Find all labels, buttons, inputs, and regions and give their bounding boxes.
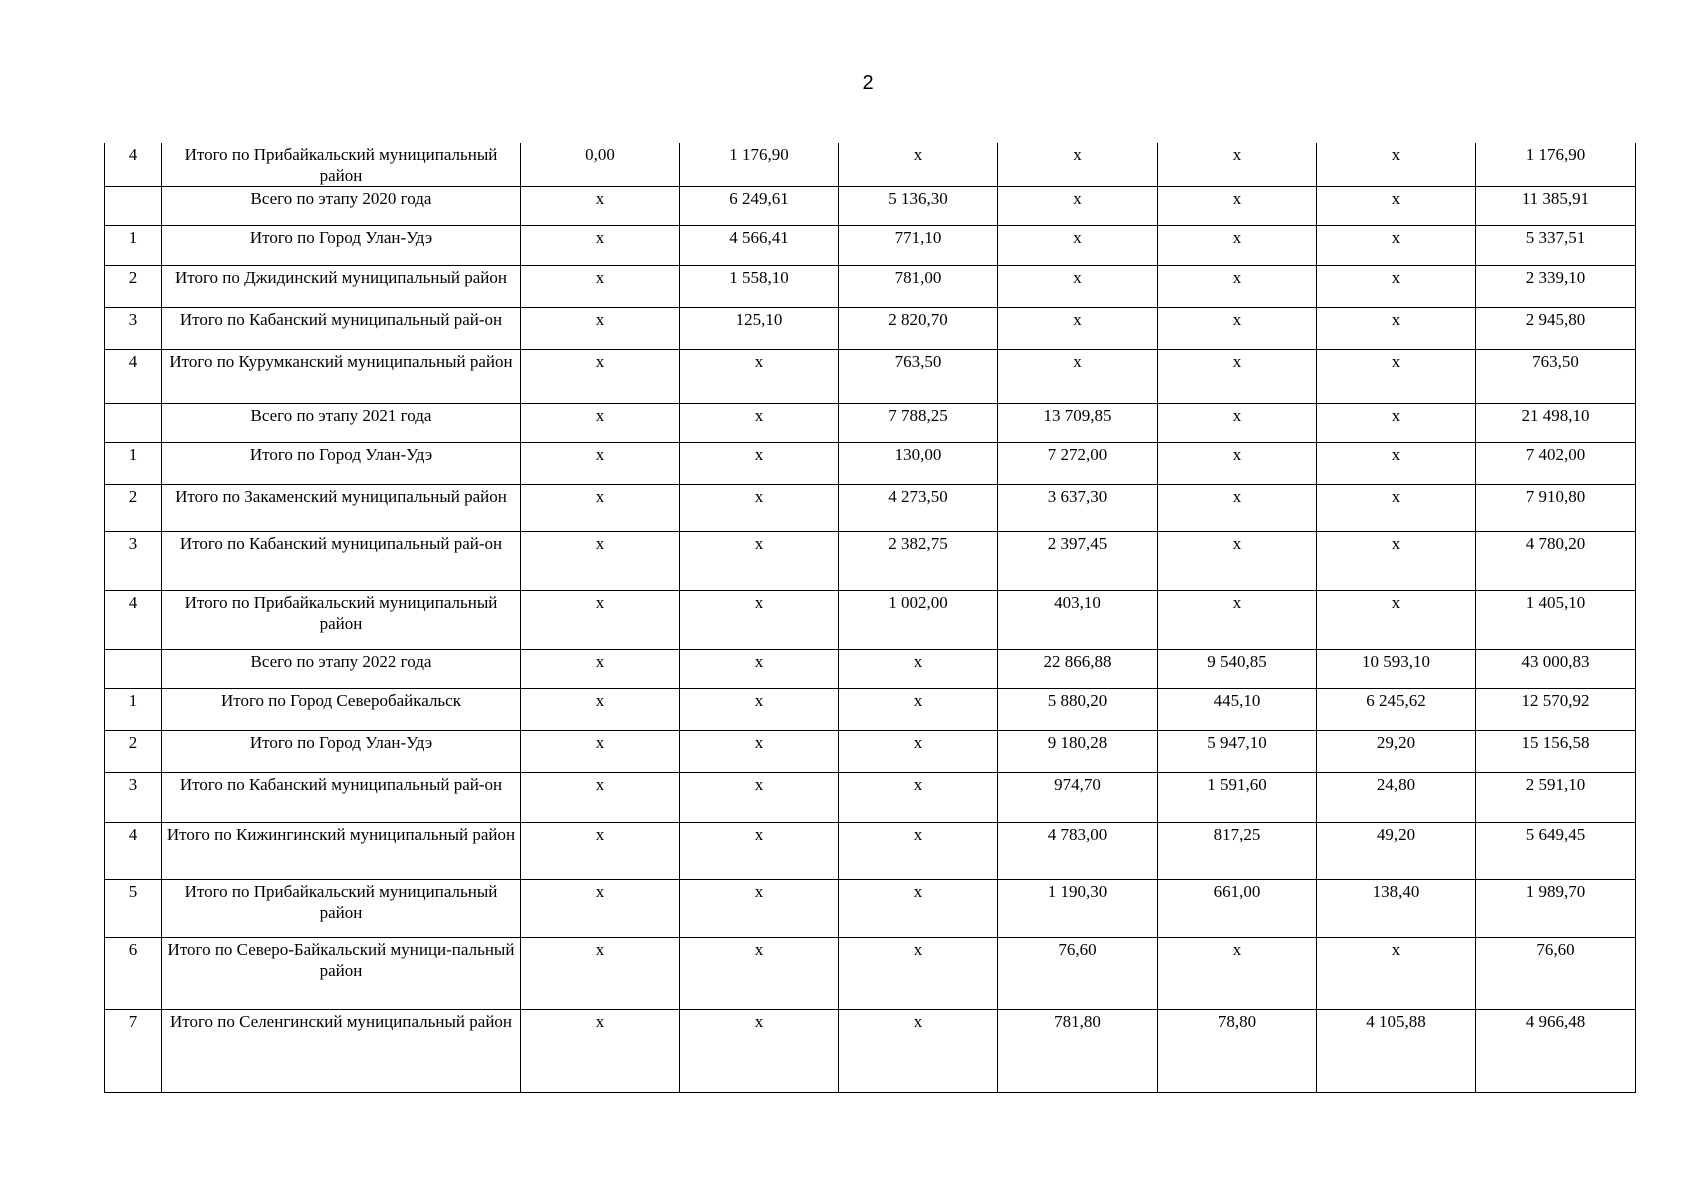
value-cell: 2 382,75 [839,532,998,591]
value-cell: х [680,404,839,443]
value-cell: 138,40 [1317,880,1476,938]
value-cell: х [680,880,839,938]
row-number-cell: 4 [105,143,162,187]
row-number-cell [105,404,162,443]
value-cell: 5 947,10 [1158,731,1317,773]
row-name-cell: Итого по Город Северобайкальск [162,689,521,731]
value-cell: х [521,485,680,532]
value-cell: 76,60 [998,938,1158,1010]
row-name-cell: Итого по Город Улан-Удэ [162,443,521,485]
value-cell: х [680,591,839,650]
table-row [105,226,1636,266]
value-cell: х [521,938,680,1010]
table-row [105,443,1636,485]
value-cell: 22 866,88 [998,650,1158,689]
value-cell: х [1158,443,1317,485]
table-row [105,532,1636,591]
table-body [105,143,1636,1093]
value-cell: х [998,187,1158,226]
value-cell: х [839,1010,998,1093]
value-cell: 1 405,10 [1476,591,1636,650]
value-cell: 403,10 [998,591,1158,650]
value-cell: 43 000,83 [1476,650,1636,689]
row-name-cell: Всего по этапу 2020 года [162,187,521,226]
table-row [105,689,1636,731]
value-cell: 11 385,91 [1476,187,1636,226]
value-cell: х [521,532,680,591]
value-cell: 763,50 [1476,350,1636,404]
table-row [105,880,1636,938]
row-number-cell: 4 [105,823,162,880]
row-number-cell [105,187,162,226]
value-cell: х [1158,308,1317,350]
table-row [105,938,1636,1010]
value-cell: х [1317,308,1476,350]
value-cell: 2 339,10 [1476,266,1636,308]
value-cell: х [1317,485,1476,532]
value-cell: х [680,532,839,591]
value-cell: 7 910,80 [1476,485,1636,532]
value-cell: х [680,443,839,485]
row-name-cell: Итого по Кабанский муниципальный рай-он [162,773,521,823]
row-name-cell: Итого по Прибайкальский муниципальный район [162,591,521,650]
row-name-cell: Итого по Кижингинский муниципальный район [162,823,521,880]
table-row [105,773,1636,823]
table-row [105,650,1636,689]
row-name-cell: Итого по Город Улан-Удэ [162,226,521,266]
value-cell: 4 273,50 [839,485,998,532]
value-cell: 1 190,30 [998,880,1158,938]
value-cell: 2 397,45 [998,532,1158,591]
value-cell: 6 245,62 [1317,689,1476,731]
value-cell: 5 880,20 [998,689,1158,731]
value-cell: х [1317,532,1476,591]
value-cell: х [521,266,680,308]
value-cell: 125,10 [680,308,839,350]
value-cell: 763,50 [839,350,998,404]
row-name-cell: Итого по Северо-Байкальский муници-пальный район [162,938,521,1010]
value-cell: х [521,443,680,485]
value-cell: х [998,226,1158,266]
value-cell: х [680,485,839,532]
row-number-cell: 3 [105,773,162,823]
row-number-cell: 4 [105,591,162,650]
value-cell: 4 780,20 [1476,532,1636,591]
value-cell: 445,10 [1158,689,1317,731]
row-name-cell: Итого по Прибайкальский муниципальный район [162,880,521,938]
value-cell: х [1158,485,1317,532]
row-number-cell: 6 [105,938,162,1010]
value-cell: 4 105,88 [1317,1010,1476,1093]
value-cell: 15 156,58 [1476,731,1636,773]
value-cell: 24,80 [1317,773,1476,823]
value-cell: х [998,266,1158,308]
value-cell: х [680,773,839,823]
value-cell: 10 593,10 [1317,650,1476,689]
value-cell: 21 498,10 [1476,404,1636,443]
value-cell: 4 966,48 [1476,1010,1636,1093]
row-name-cell: Итого по Город Улан-Удэ [162,731,521,773]
value-cell: х [1158,266,1317,308]
value-cell: 9 540,85 [1158,650,1317,689]
row-number-cell: 7 [105,1010,162,1093]
row-number-cell: 4 [105,350,162,404]
page-number: 2 [862,72,874,94]
value-cell: х [839,938,998,1010]
value-cell: х [521,731,680,773]
value-cell: х [839,650,998,689]
value-cell: 817,25 [1158,823,1317,880]
row-number-cell: 3 [105,308,162,350]
value-cell: х [1158,404,1317,443]
value-cell: 9 180,28 [998,731,1158,773]
table-row [105,404,1636,443]
value-cell: 6 249,61 [680,187,839,226]
value-cell: х [1317,443,1476,485]
row-name-cell: Итого по Селенгинский муниципальный район [162,1010,521,1093]
value-cell: х [521,689,680,731]
value-cell: х [1158,532,1317,591]
table-row [105,350,1636,404]
value-cell: х [680,823,839,880]
table-row [105,823,1636,880]
value-cell: 4 783,00 [998,823,1158,880]
table-row [105,485,1636,532]
value-cell: 781,80 [998,1010,1158,1093]
value-cell: 1 558,10 [680,266,839,308]
value-cell: 5 136,30 [839,187,998,226]
value-cell: х [1317,226,1476,266]
value-cell: х [839,689,998,731]
value-cell: х [680,1010,839,1093]
row-name-cell: Итого по Кабанский муниципальный рай-он [162,532,521,591]
value-cell: х [1158,591,1317,650]
value-cell: 661,00 [1158,880,1317,938]
value-cell: 7 272,00 [998,443,1158,485]
value-cell: 1 176,90 [680,143,839,187]
value-cell: 7 788,25 [839,404,998,443]
value-cell: х [521,350,680,404]
value-cell: 3 637,30 [998,485,1158,532]
row-number-cell: 1 [105,689,162,731]
value-cell: х [1317,266,1476,308]
value-cell: х [680,731,839,773]
row-number-cell: 2 [105,731,162,773]
value-cell: х [998,350,1158,404]
row-name-cell: Итого по Джидинский муниципальный район [162,266,521,308]
value-cell: 771,10 [839,226,998,266]
value-cell: 1 002,00 [839,591,998,650]
value-cell: х [839,880,998,938]
value-cell: х [1317,187,1476,226]
row-name-cell: Всего по этапу 2021 года [162,404,521,443]
value-cell: 13 709,85 [998,404,1158,443]
value-cell: 7 402,00 [1476,443,1636,485]
value-cell: х [1317,350,1476,404]
row-number-cell: 1 [105,443,162,485]
row-number-cell: 2 [105,266,162,308]
value-cell: 5 649,45 [1476,823,1636,880]
value-cell: 4 566,41 [680,226,839,266]
value-cell: х [521,880,680,938]
row-number-cell: 3 [105,532,162,591]
row-number-cell: 5 [105,880,162,938]
value-cell: х [521,823,680,880]
table-row [105,1010,1636,1093]
value-cell: 49,20 [1317,823,1476,880]
value-cell: х [839,143,998,187]
value-cell: х [998,143,1158,187]
table-row [105,591,1636,650]
value-cell: х [521,226,680,266]
row-number-cell: 1 [105,226,162,266]
value-cell: х [839,731,998,773]
value-cell: х [680,650,839,689]
value-cell: х [1158,187,1317,226]
value-cell: х [521,404,680,443]
value-cell: х [839,823,998,880]
value-cell: х [1317,938,1476,1010]
value-cell: 12 570,92 [1476,689,1636,731]
value-cell: 1 176,90 [1476,143,1636,187]
value-cell: 2 820,70 [839,308,998,350]
value-cell: 130,00 [839,443,998,485]
row-name-cell: Итого по Кабанский муниципальный рай-он [162,308,521,350]
row-name-cell: Итого по Прибайкальский муниципальный район [162,143,521,187]
value-cell: х [998,308,1158,350]
value-cell: 781,00 [839,266,998,308]
value-cell: х [1317,143,1476,187]
value-cell: 1 591,60 [1158,773,1317,823]
row-name-cell: Итого по Закаменский муниципальный район [162,485,521,532]
value-cell: 2 945,80 [1476,308,1636,350]
row-number-cell: 2 [105,485,162,532]
table-row [105,143,1636,187]
value-cell: х [1158,143,1317,187]
value-cell: х [521,591,680,650]
value-cell: х [521,308,680,350]
value-cell: х [521,773,680,823]
table-row [105,308,1636,350]
budget-table [104,143,1636,1093]
row-name-cell: Всего по этапу 2022 года [162,650,521,689]
value-cell: 1 989,70 [1476,880,1636,938]
value-cell: х [521,1010,680,1093]
value-cell: х [1158,226,1317,266]
value-cell: х [521,187,680,226]
table-row [105,731,1636,773]
value-cell: х [521,650,680,689]
value-cell: 78,80 [1158,1010,1317,1093]
value-cell: х [1158,350,1317,404]
table-row [105,266,1636,308]
value-cell: х [1158,938,1317,1010]
value-cell: х [680,350,839,404]
value-cell: 29,20 [1317,731,1476,773]
value-cell: х [1317,404,1476,443]
value-cell: х [680,689,839,731]
value-cell: х [1317,591,1476,650]
value-cell: 2 591,10 [1476,773,1636,823]
table-row [105,187,1636,226]
value-cell: 5 337,51 [1476,226,1636,266]
row-name-cell: Итого по Курумканский муниципальный район [162,350,521,404]
value-cell: 974,70 [998,773,1158,823]
value-cell: 0,00 [521,143,680,187]
value-cell: х [680,938,839,1010]
value-cell: 76,60 [1476,938,1636,1010]
value-cell: х [839,773,998,823]
row-number-cell [105,650,162,689]
